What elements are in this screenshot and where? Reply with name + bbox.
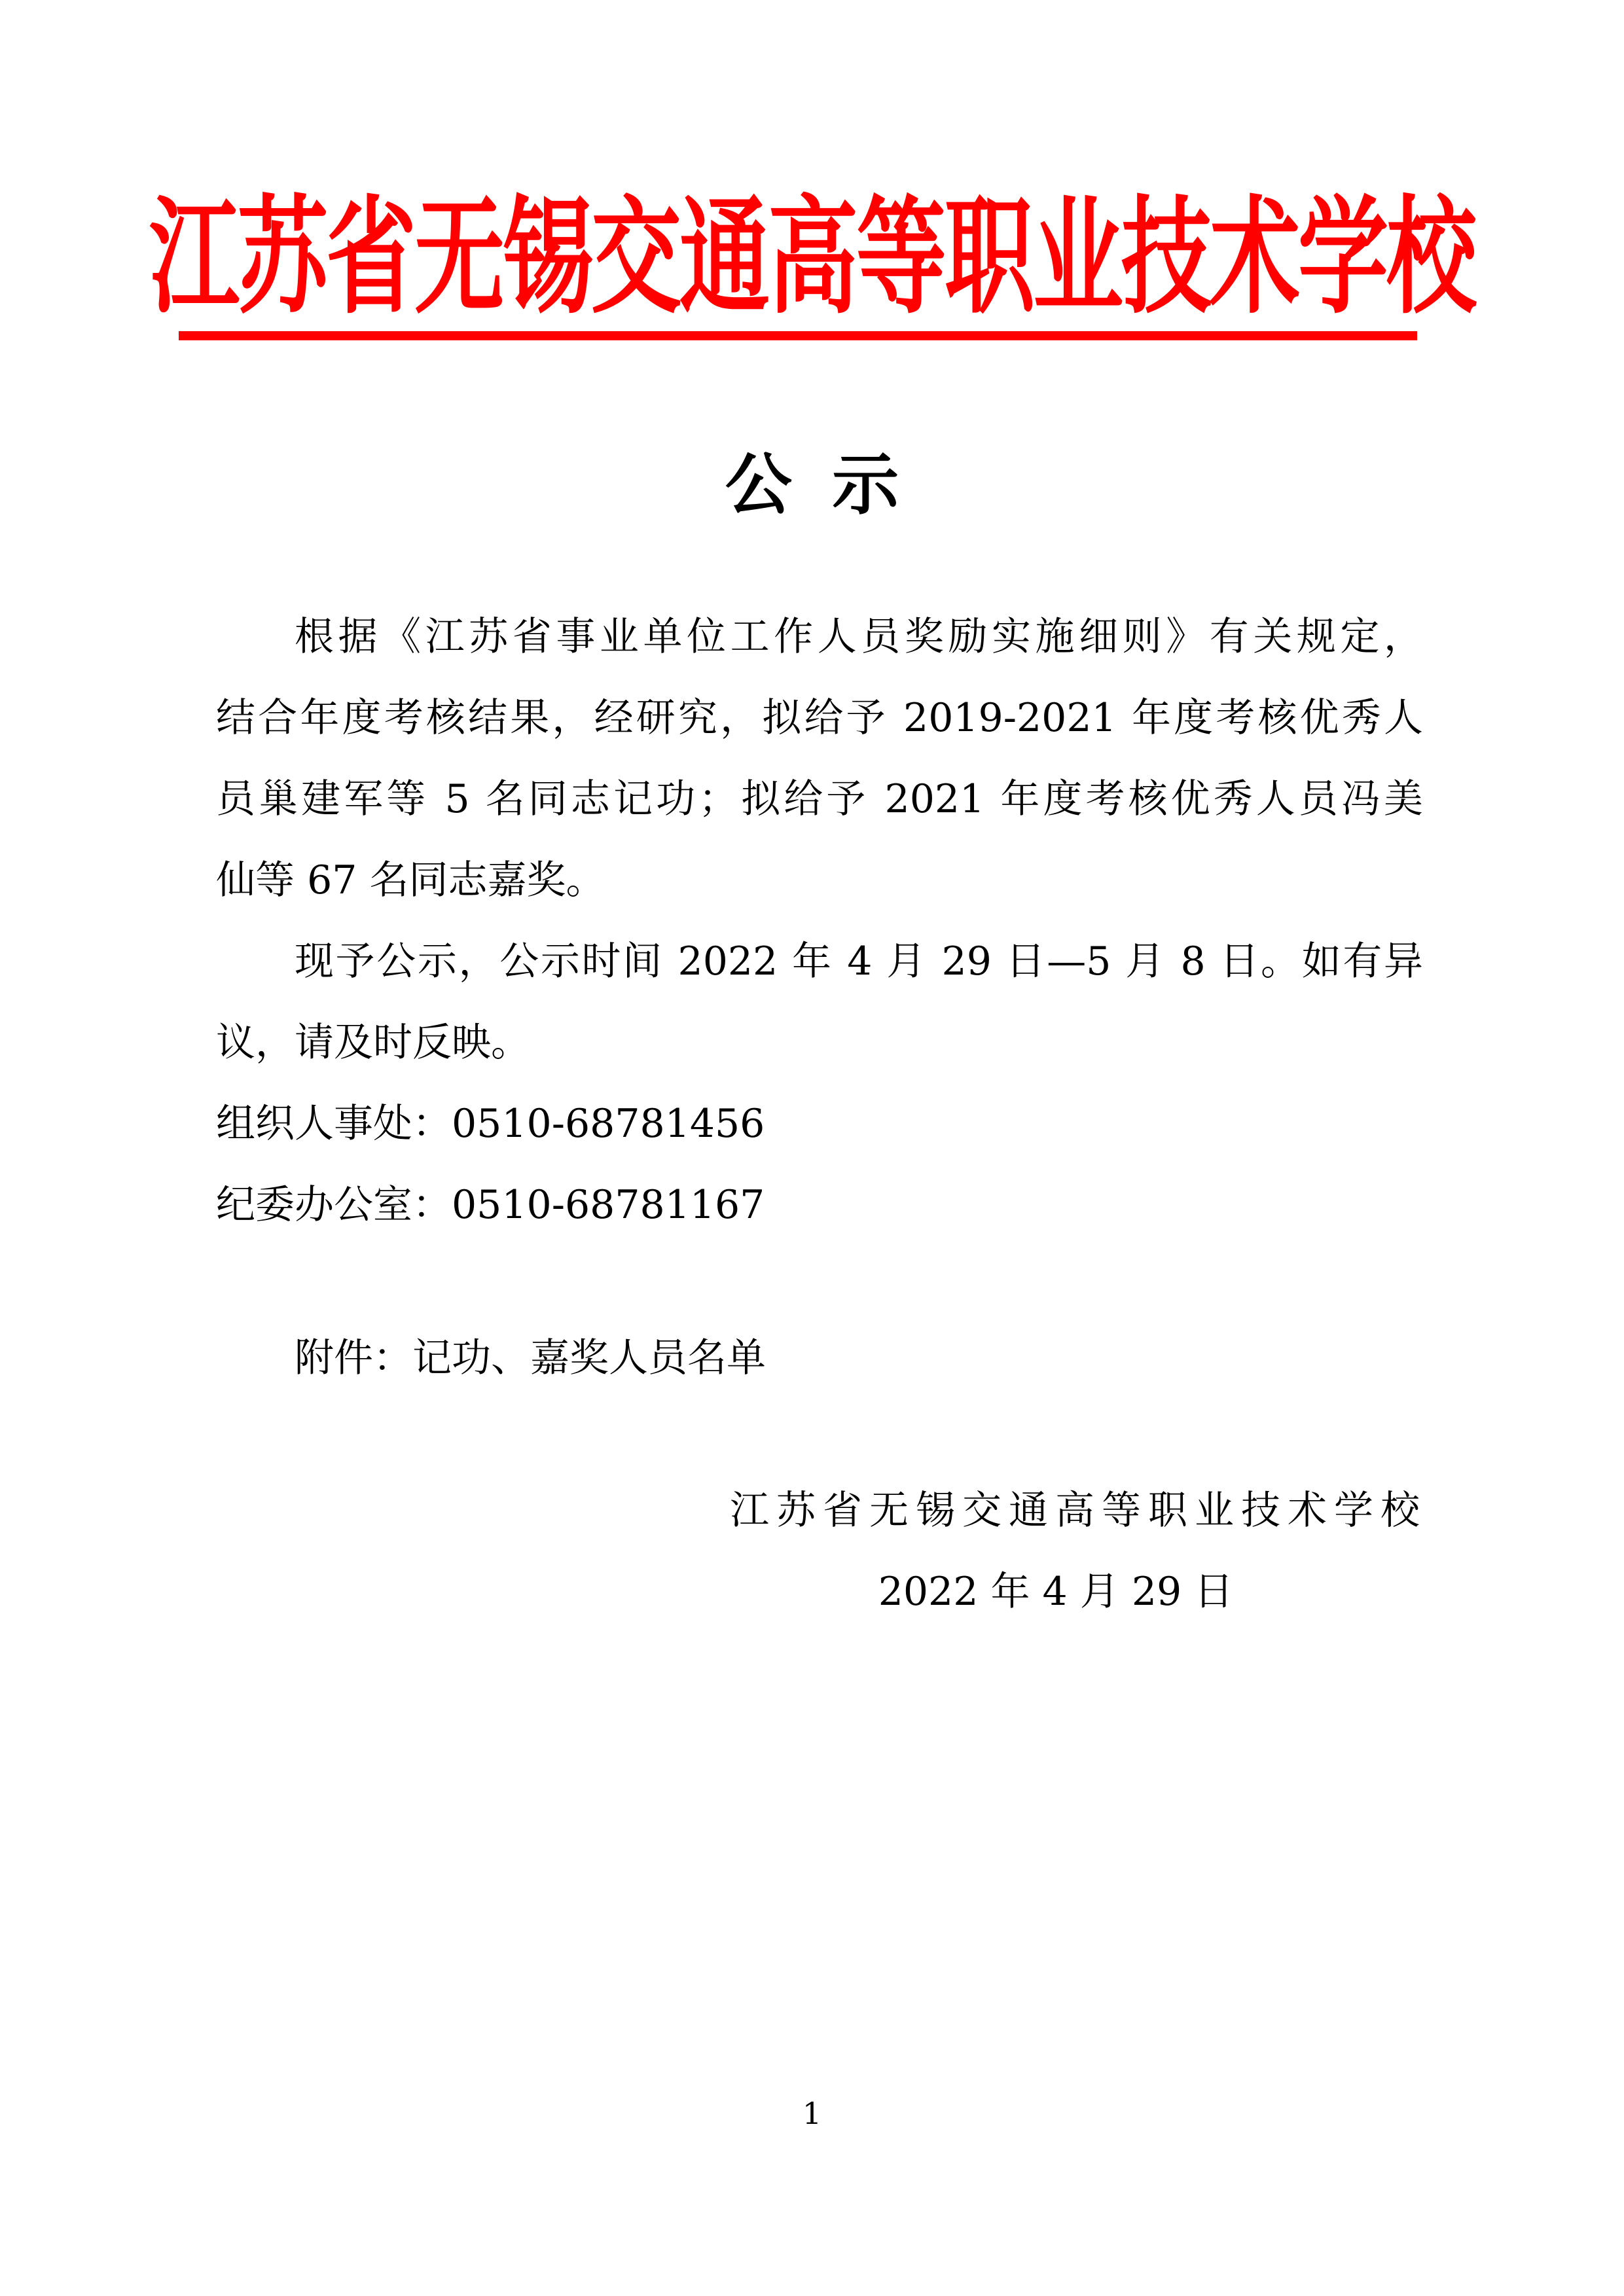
signature-organization: 江苏省无锡交通高等职业技术学校 [730,1488,1427,1534]
letterhead-underline [179,331,1417,340]
contact-line-organization-hr: 组织人事处：0510-68781456 [216,1101,765,1147]
body-line: 议，请及时反映。 [216,1020,530,1066]
body-line: 现予公示，公示时间 2022 年 4 月 29 日—5 月 8 日。如有异 [295,939,1423,984]
document-body [216,596,1423,1246]
body-line: 员巢建军等 5 名同志记功；拟给予 2021 年度考核优秀人员冯美 [216,776,1423,822]
signature-date: 2022 年 4 月 29 日 [878,1569,1234,1615]
body-line: 结合年度考核结果，经研究，拟给予 2019-2021 年度考核优秀人 [216,695,1423,741]
contact-line-discipline-office: 纪委办公室：0510-68781167 [216,1182,765,1228]
letterhead-title: 江苏省无锡交通高等职业技术学校 [149,181,1475,331]
signature-block [730,1470,1427,1632]
body-line: 仙等 67 名同志嘉奖。 [216,857,605,903]
document-title: 公 示 [725,446,899,524]
attachment-note: 附件：记功、嘉奖人员名单 [295,1335,766,1381]
body-line: 根据《江苏省事业单位工作人员奖励实施细则》有关规定， [295,614,1423,660]
page-number: 1 [802,2096,822,2131]
